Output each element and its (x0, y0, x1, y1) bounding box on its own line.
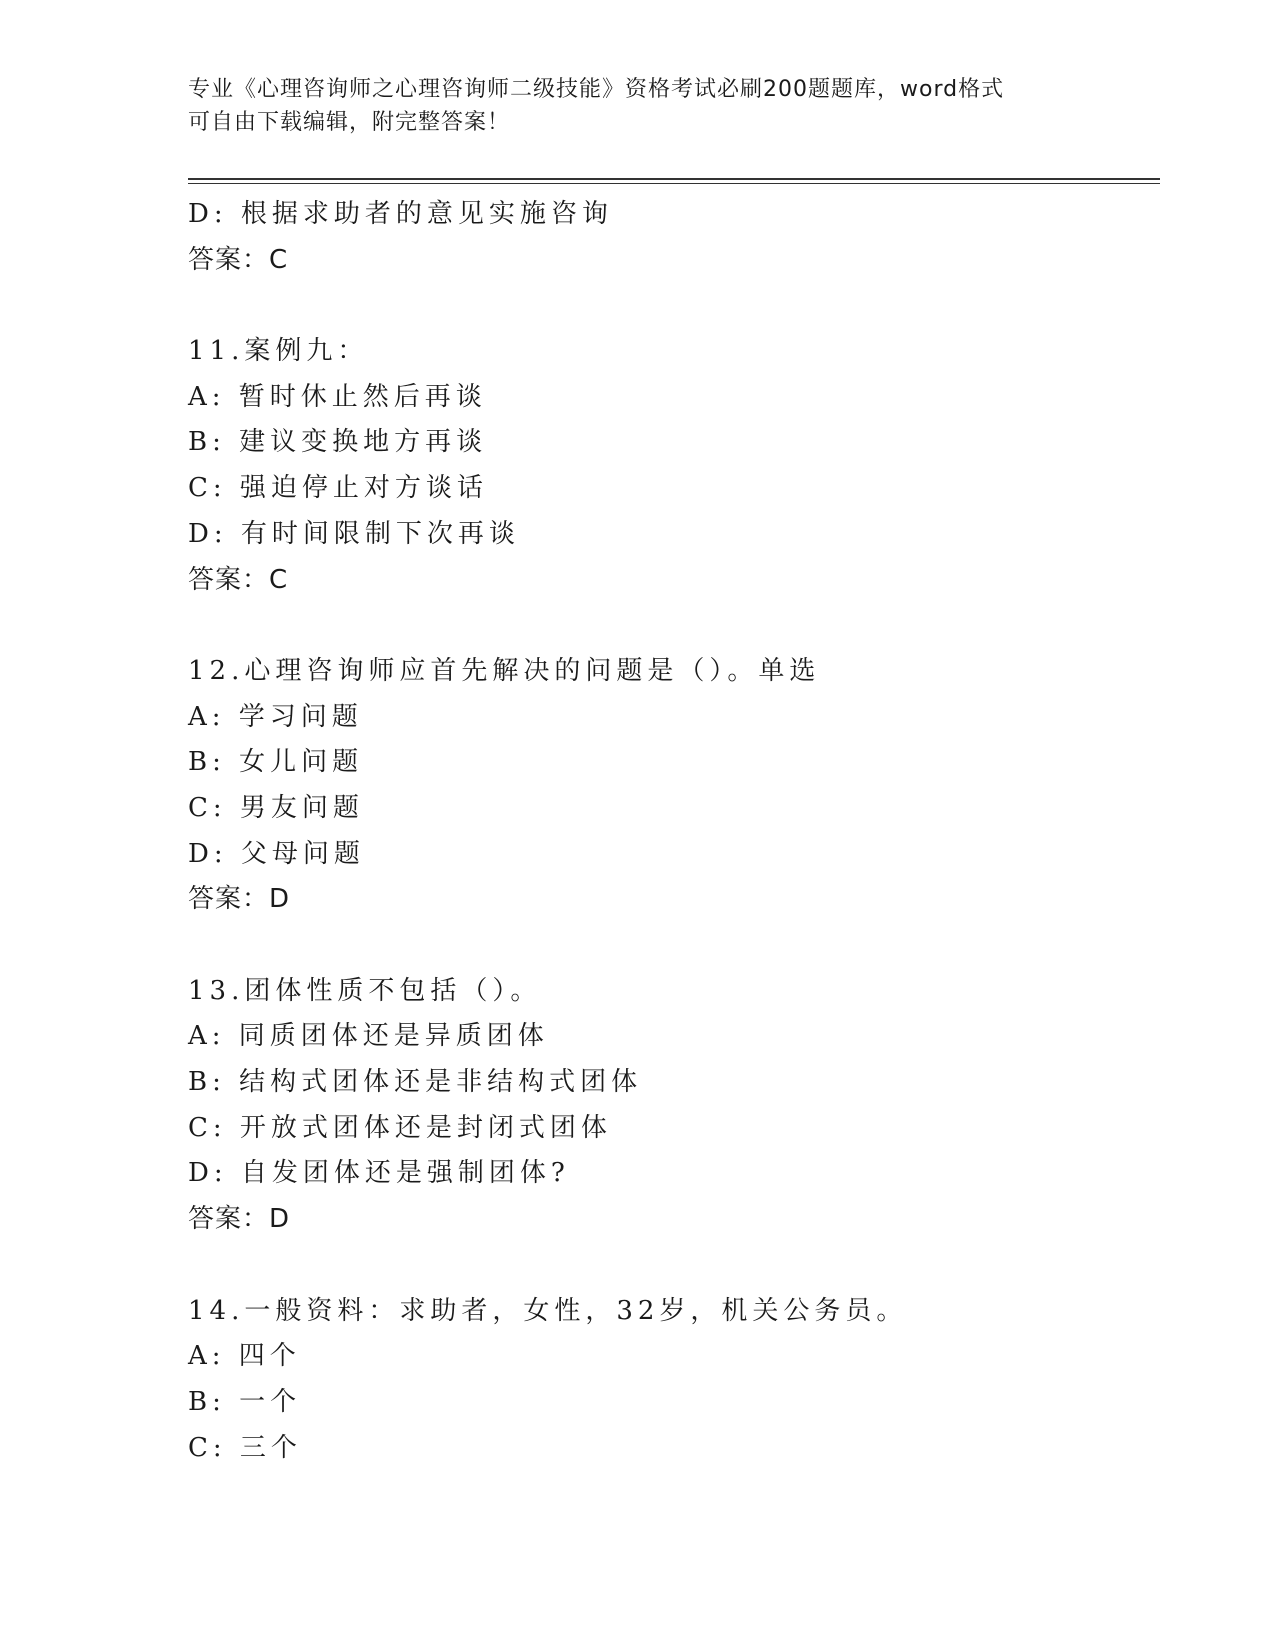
option-b: B: 一个 (188, 1386, 302, 1417)
answer: 答案：D (188, 1204, 291, 1235)
option-c: C: 三个 (188, 1432, 302, 1463)
question-11 (188, 329, 1148, 603)
spacer (188, 603, 1148, 649)
question-12 (188, 649, 1148, 923)
option-d: D: 自发团体还是强制团体? (188, 1158, 570, 1189)
option-a: A: 学习问题 (188, 701, 363, 732)
answer: 答案：C (188, 564, 289, 595)
document-header (188, 73, 1068, 139)
option-b: B: 结构式团体还是非结构式团体 (188, 1067, 643, 1098)
spacer (188, 283, 1148, 329)
option-a: A: 暂时休止然后再谈 (188, 381, 487, 412)
spacer (188, 923, 1148, 969)
question-13 (188, 969, 1148, 1243)
question-stem: 12.心理咨询师应首先解决的问题是（）。单选 (188, 655, 821, 686)
question-list (188, 192, 1148, 1471)
option-d: D: 父母问题 (188, 838, 365, 869)
header-line-2: 可自由下载编辑，附完整答案！ (188, 110, 511, 135)
option-d: D: 有时间限制下次再谈 (188, 518, 520, 549)
option-b: B: 女儿问题 (188, 747, 364, 778)
question-stem: 11.案例九： (188, 336, 369, 367)
question-stem: 13.团体性质不包括（）。 (188, 975, 542, 1006)
option-a: A: 四个 (188, 1341, 301, 1372)
option-c: C: 男友问题 (188, 792, 364, 823)
option-c: C: 开放式团体还是封闭式团体 (188, 1112, 612, 1143)
answer: 答案：D (188, 884, 291, 915)
option-c: C: 强迫停止对方谈话 (188, 473, 488, 504)
header-line-1: 专业《心理咨询师之心理咨询师二级技能》资格考试必刷200题题库，word格式 (188, 77, 1005, 102)
question-10-answer: 答案：C (188, 244, 289, 275)
question-14 (188, 1289, 1148, 1472)
spacer (188, 1243, 1148, 1289)
header-divider (188, 178, 1160, 184)
option-b: B: 建议变换地方再谈 (188, 427, 488, 458)
option-a: A: 同质团体还是异质团体 (188, 1021, 549, 1052)
question-stem: 14.一般资料：求助者，女性，32岁，机关公务员。 (188, 1295, 908, 1326)
question-10-option-d: D: 根据求助者的意见实施咨询 (188, 199, 613, 229)
